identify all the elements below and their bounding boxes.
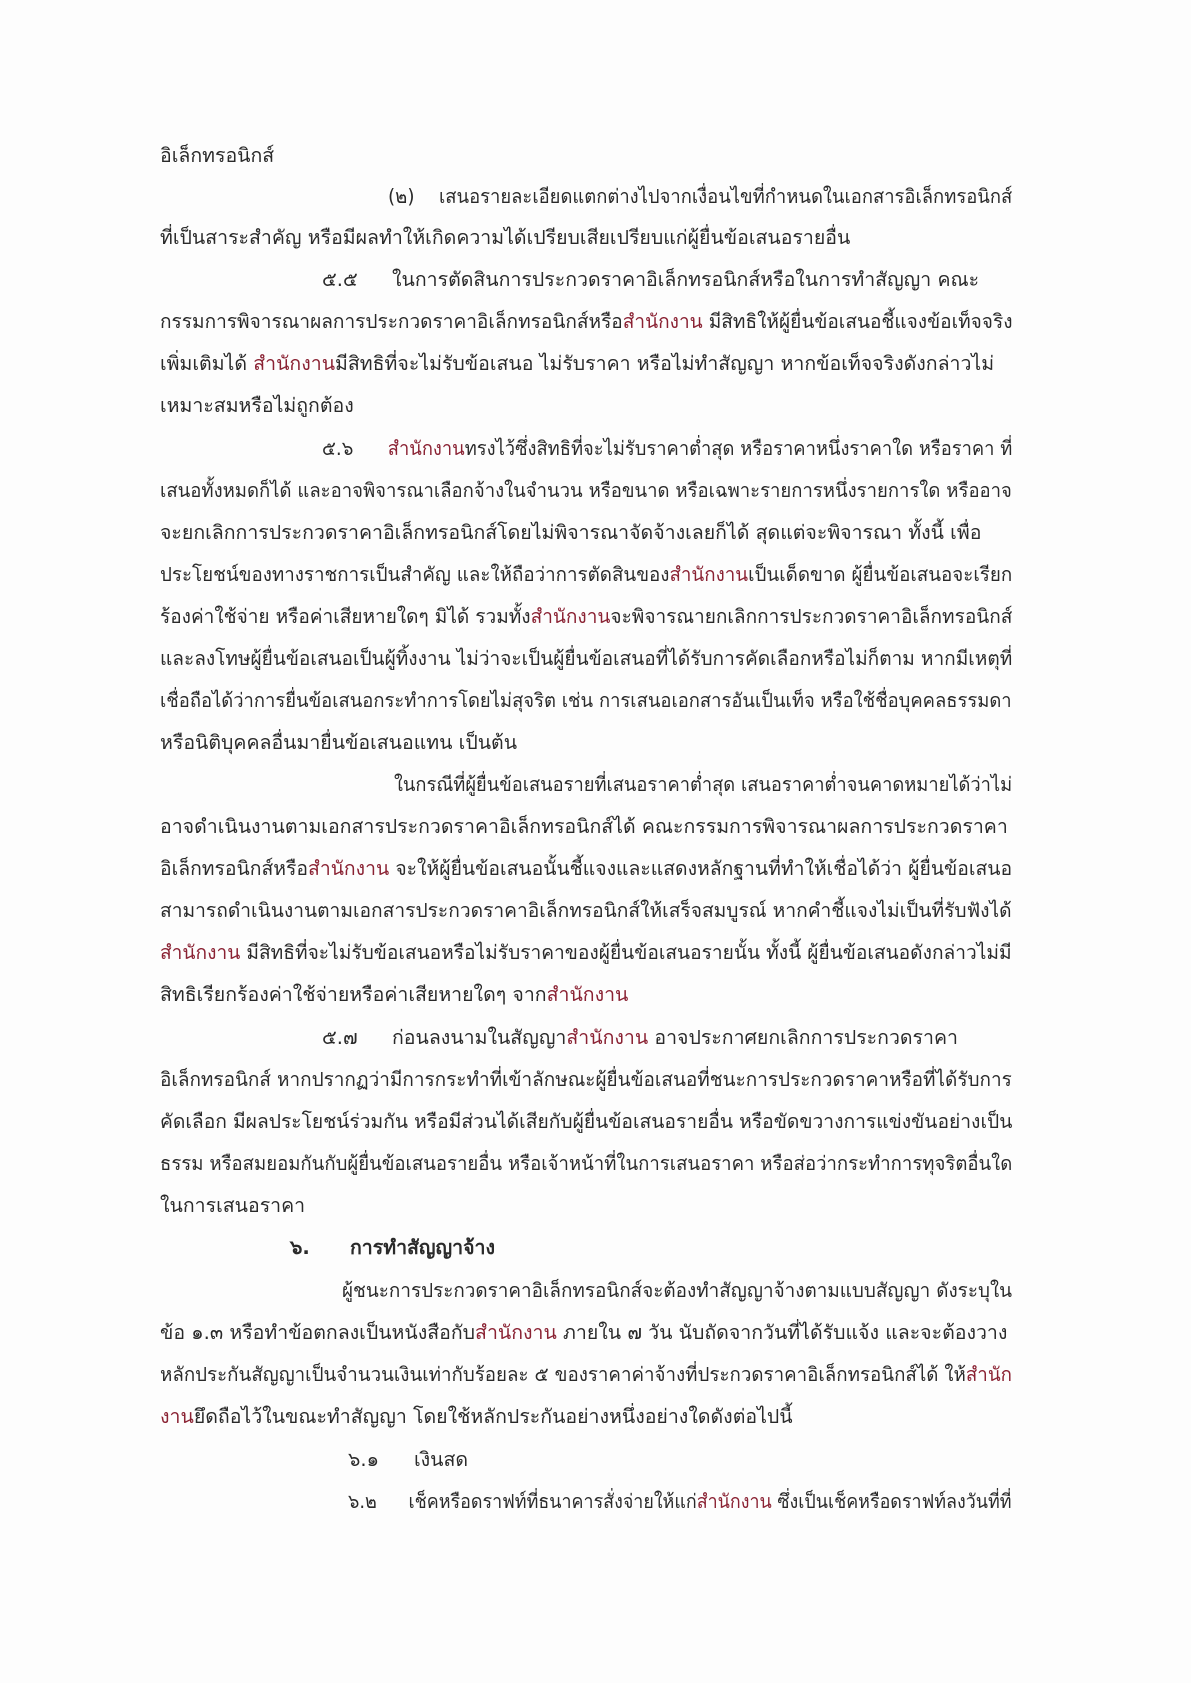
- text-line: อิเล็กทรอนิกส์หรือสำนักงาน จะให้ผู้ยื่นข้อเสนอนั้นชี้แจงและแสดงหลักฐานที่ทำให้เชื่อได้ว่า ผู้ยื่นข้อเสนอ: [160, 857, 1013, 880]
- text-line: อิเล็กทรอนิกส์: [160, 144, 275, 167]
- text-line: ที่เป็นสาระสำคัญ หรือมีผลทำให้เกิดความได้เปรียบเสียเปรียบแก่ผู้ยื่นข้อเสนอรายอื่น: [160, 226, 851, 249]
- clause-line: ๖.๒ เช็คหรือดราฟท์ที่ธนาคารสั่งจ่ายให้แก่สำนักงาน ซึ่งเป็นเช็คหรือดราฟท์ลงวันที่ที่: [348, 1490, 1012, 1513]
- office-highlight: สำนักงาน: [475, 1321, 557, 1344]
- office-highlight: สำนักงาน: [566, 1026, 649, 1049]
- text-line: หรือนิติบุคคลอื่นมายื่นข้อเสนอแทน เป็นต้น: [160, 731, 518, 754]
- text-line: หลักประกันสัญญาเป็นจำนวนเงินเท่ากับร้อยละ ๕ ของราคาค่าจ้างที่ประกวดราคาอิเล็กทรอนิกส์ได้ ให้สำนัก: [160, 1363, 1012, 1386]
- section-heading: ๖. การทำสัญญาจ้าง: [290, 1236, 496, 1259]
- text-line: จะยกเลิกการประกวดราคาอิเล็กทรอนิกส์โดยไม่พิจารณาจัดจ้างเลยก็ได้ สุดแต่จะพิจารณา ทั้งนี้ เพื่อ: [160, 521, 982, 544]
- office-highlight: สำนัก: [965, 1363, 1012, 1386]
- text-line: ในการเสนอราคา: [160, 1194, 306, 1217]
- text-line: สิทธิเรียกร้องค่าใช้จ่ายหรือค่าเสียหายใดๆ จากสำนักงาน: [160, 983, 629, 1006]
- clause-line: ๕.๖ สำนักงานทรงไว้ซึ่งสิทธิที่จะไม่รับราคาต่ำสุด หรือราคาหนึ่งราคาใด หรือราคา ที่: [322, 437, 1013, 460]
- office-highlight: สำนักงาน: [696, 1490, 772, 1513]
- text-line: สามารถดำเนินงานตามเอกสารประกวดราคาอิเล็กทรอนิกส์ให้เสร็จสมบูรณ์ หากคำชี้แจงไม่เป็นที่รับฟังได้: [160, 899, 1012, 922]
- clause-line: ๖.๑ เงินสด: [348, 1448, 469, 1471]
- office-highlight: สำนักงาน: [546, 983, 629, 1006]
- clause-line: ๕.๗ ก่อนลงนามในสัญญาสำนักงาน อาจประกาศยกเลิกการประกวดราคา: [322, 1026, 958, 1049]
- office-highlight: สำนักงาน: [669, 563, 749, 586]
- text-line: เพิ่มเติมได้ สำนักงานมีสิทธิที่จะไม่รับข้อเสนอ ไม่รับราคา หรือไม่ทำสัญญา หากข้อเท็จจริงดังกล่าวไม่: [160, 352, 995, 375]
- office-highlight: สำนักงาน: [530, 605, 611, 628]
- office-highlight: สำนักงาน: [387, 437, 465, 460]
- office-highlight: สำนักงาน: [160, 941, 241, 964]
- text-line: งานยึดถือไว้ในขณะทำสัญญา โดยใช้หลักประกันอย่างหนึ่งอย่างใดดังต่อไปนี้: [160, 1405, 793, 1428]
- text-line: คัดเลือก มีผลประโยชน์ร่วมกัน หรือมีส่วนได้เสียกับผู้ยื่นข้อเสนอรายอื่น หรือขัดขวางการแข่งขันอย่างเป็น: [160, 1110, 1013, 1133]
- text-line: ผู้ชนะการประกวดราคาอิเล็กทรอนิกส์จะต้องทำสัญญาจ้างตามแบบสัญญา ดังระบุใน: [342, 1279, 1013, 1302]
- text-line: ร้องค่าใช้จ่าย หรือค่าเสียหายใดๆ มิได้ รวมทั้งสำนักงานจะพิจารณายกเลิกการประกวดราคาอิเล็กทรอนิกส์: [160, 605, 1013, 628]
- text-line: และลงโทษผู้ยื่นข้อเสนอเป็นผู้ทิ้งงาน ไม่ว่าจะเป็นผู้ยื่นข้อเสนอที่ได้รับการคัดเลือกหรือไม่ก็ตาม หากมีเหตุที่: [160, 647, 1013, 670]
- text-line: อิเล็กทรอนิกส์ หากปรากฏว่ามีการกระทำที่เข้าลักษณะผู้ยื่นข้อเสนอที่ชนะการประกวดราคาหรือที่ได้รับการ: [160, 1068, 1012, 1091]
- text-line: ประโยชน์ของทางราชการเป็นสำคัญ และให้ถือว่าการตัดสินของสำนักงานเป็นเด็ดขาด ผู้ยื่นข้อเสนอจะเรียก: [160, 563, 1013, 586]
- text-line: เสนอทั้งหมดก็ได้ และอาจพิจารณาเลือกจ้างในจำนวน หรือขนาด หรือเฉพาะรายการหนึ่งรายการใด หรืออาจ: [160, 479, 1012, 502]
- text-line: กรรมการพิจารณาผลการประกวดราคาอิเล็กทรอนิกส์หรือสำนักงาน มีสิทธิให้ผู้ยื่นข้อเสนอชี้แจงข้อเท็จจริง: [160, 310, 1013, 333]
- office-highlight: สำนักงาน: [308, 857, 390, 880]
- text-line: ธรรม หรือสมยอมกันกับผู้ยื่นข้อเสนอรายอื่น หรือเจ้าหน้าที่ในการเสนอราคา หรือส่อว่ากระทำการทุจริตอื่นใด: [160, 1152, 1013, 1175]
- office-highlight: งาน: [160, 1405, 194, 1428]
- text-line: อาจดำเนินงานตามเอกสารประกวดราคาอิเล็กทรอนิกส์ได้ คณะกรรมการพิจารณาผลการประกวดราคา: [160, 815, 1008, 838]
- clause-line: (๒) เสนอรายละเอียดแตกต่างไปจากเงื่อนไขที่กำหนดในเอกสารอิเล็กทรอนิกส์: [388, 185, 1013, 208]
- text-line: ข้อ ๑.๓ หรือทำข้อตกลงเป็นหนังสือกับสำนักงาน ภายใน ๗ วัน นับถัดจากวันที่ได้รับแจ้ง และจะต้องวาง: [160, 1321, 1008, 1344]
- text-line: สำนักงาน มีสิทธิที่จะไม่รับข้อเสนอหรือไม่รับราคาของผู้ยื่นข้อเสนอรายนั้น ทั้งนี้ ผู้ยื่นข้อเสนอดังกล่าวไม่มี: [160, 941, 1012, 964]
- text-line: เชื่อถือได้ว่าการยื่นข้อเสนอกระทำการโดยไม่สุจริต เช่น การเสนอเอกสารอันเป็นเท็จ หรือใช้ชื่อบุคคลธรรมดา: [160, 689, 1012, 712]
- clause-line: ๕.๕ ในการตัดสินการประกวดราคาอิเล็กทรอนิกส์หรือในการทำสัญญา คณะ: [322, 268, 980, 291]
- office-highlight: สำนักงาน: [622, 310, 703, 333]
- text-line: เหมาะสมหรือไม่ถูกต้อง: [160, 394, 354, 417]
- office-highlight: สำนักงาน: [253, 352, 336, 375]
- text-line: ในกรณีที่ผู้ยื่นข้อเสนอรายที่เสนอราคาต่ำสุด เสนอราคาต่ำจนคาดหมายได้ว่าไม่: [394, 773, 1013, 796]
